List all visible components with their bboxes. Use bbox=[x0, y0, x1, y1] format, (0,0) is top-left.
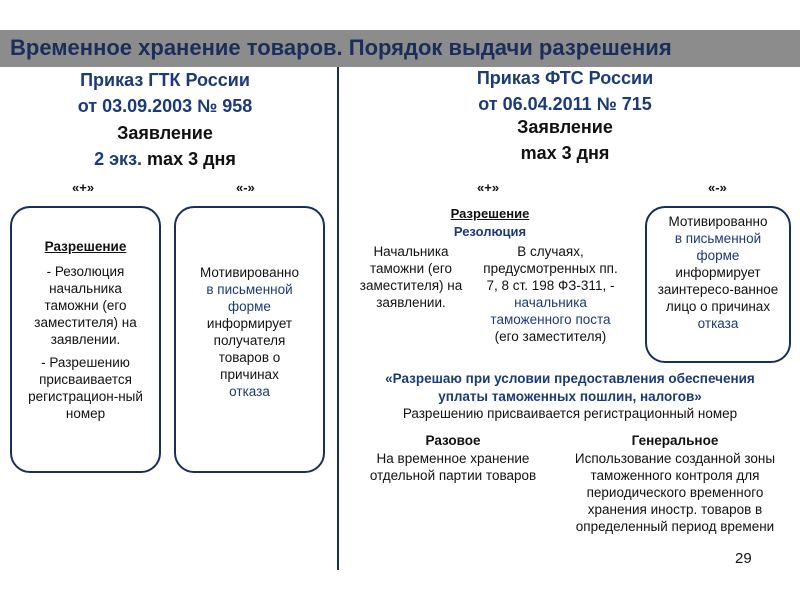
refusal-t2: в письменной форме bbox=[206, 282, 293, 314]
left-minus-label: «-» bbox=[236, 180, 255, 195]
left-order-date: от 03.09.2003 № 958 bbox=[77, 96, 253, 116]
column-divider bbox=[337, 67, 339, 570]
general-text: Использование созданной зоны таможенного контроля для периодического временного хранения иностр. товаров в определенный период времени bbox=[574, 451, 776, 534]
general-heading: Генеральное bbox=[631, 433, 719, 448]
right-plus-label: «+» bbox=[477, 180, 500, 195]
general-permit bbox=[565, 432, 785, 535]
left-copies: 2 экз. bbox=[94, 149, 143, 169]
refusal-t4: отказа bbox=[229, 384, 270, 399]
single-text: На временное хранение отдельной партии товаров bbox=[369, 451, 537, 483]
right-reg-number: Разрешению присваивается регистрационный номер bbox=[402, 406, 738, 421]
permit-registration: - Разрешению присваивается регистрацион-ный номер bbox=[28, 355, 143, 421]
right-term: max 3 дня bbox=[520, 143, 610, 163]
col2-a: В случаях, предусмотренных пп. 7, 8 ст. 198 ФЗ-311, - bbox=[483, 244, 618, 293]
right-application bbox=[440, 114, 690, 166]
refusal-t4: отказа bbox=[697, 316, 739, 331]
col2-b: начальника таможенного поста bbox=[490, 295, 611, 327]
permit-resolution: - Резолюция начальника таможни (его заместителя) на заявлении. bbox=[34, 264, 137, 347]
refusal-t3: информирует заинтересо-ванное лицо о причинах bbox=[657, 265, 779, 314]
right-application-label: Заявление bbox=[517, 117, 613, 137]
left-order-title: Приказ ГТК России bbox=[80, 70, 250, 90]
right-order bbox=[440, 65, 690, 117]
right-minus-label: «-» bbox=[708, 180, 727, 195]
left-permit-box bbox=[10, 206, 161, 473]
refusal-t1: Мотивированно bbox=[668, 214, 768, 229]
single-permit bbox=[368, 432, 538, 484]
page-number: 29 bbox=[735, 550, 752, 567]
slide-title: Временное хранение товаров. Порядок выдачи разрешения bbox=[10, 35, 672, 60]
col2-c: (его заместителя) bbox=[494, 329, 607, 344]
left-term: max 3 дня bbox=[147, 149, 236, 169]
right-permit-title: Разрешение bbox=[450, 206, 530, 221]
right-quote: «Разрешаю при условии предоставления обеспечения уплаты таможенных пошлин, налогов» bbox=[385, 371, 755, 404]
left-order bbox=[40, 67, 290, 119]
left-application-label: Заявление bbox=[117, 123, 213, 143]
right-permit-heading bbox=[400, 205, 580, 241]
right-col2 bbox=[478, 243, 623, 345]
left-plus-label: «+» bbox=[72, 180, 95, 195]
single-heading: Разовое bbox=[425, 433, 481, 448]
refusal-t1: Мотивированно bbox=[199, 265, 299, 280]
right-order-date: от 06.04.2011 № 715 bbox=[478, 94, 652, 114]
refusal-t2: в письменной форме bbox=[674, 231, 762, 263]
right-resolution: Резолюция bbox=[453, 224, 527, 239]
left-application bbox=[40, 120, 290, 172]
right-refusal-box bbox=[645, 206, 791, 363]
permit-heading: Разрешение bbox=[44, 239, 127, 254]
right-col1: Начальника таможни (его заместителя) на заявлении. bbox=[359, 244, 463, 310]
refusal-t3: информирует получателя товаров о причинах bbox=[206, 316, 293, 382]
left-refusal-box bbox=[174, 206, 325, 473]
right-order-title: Приказ ФТС России bbox=[476, 68, 654, 88]
